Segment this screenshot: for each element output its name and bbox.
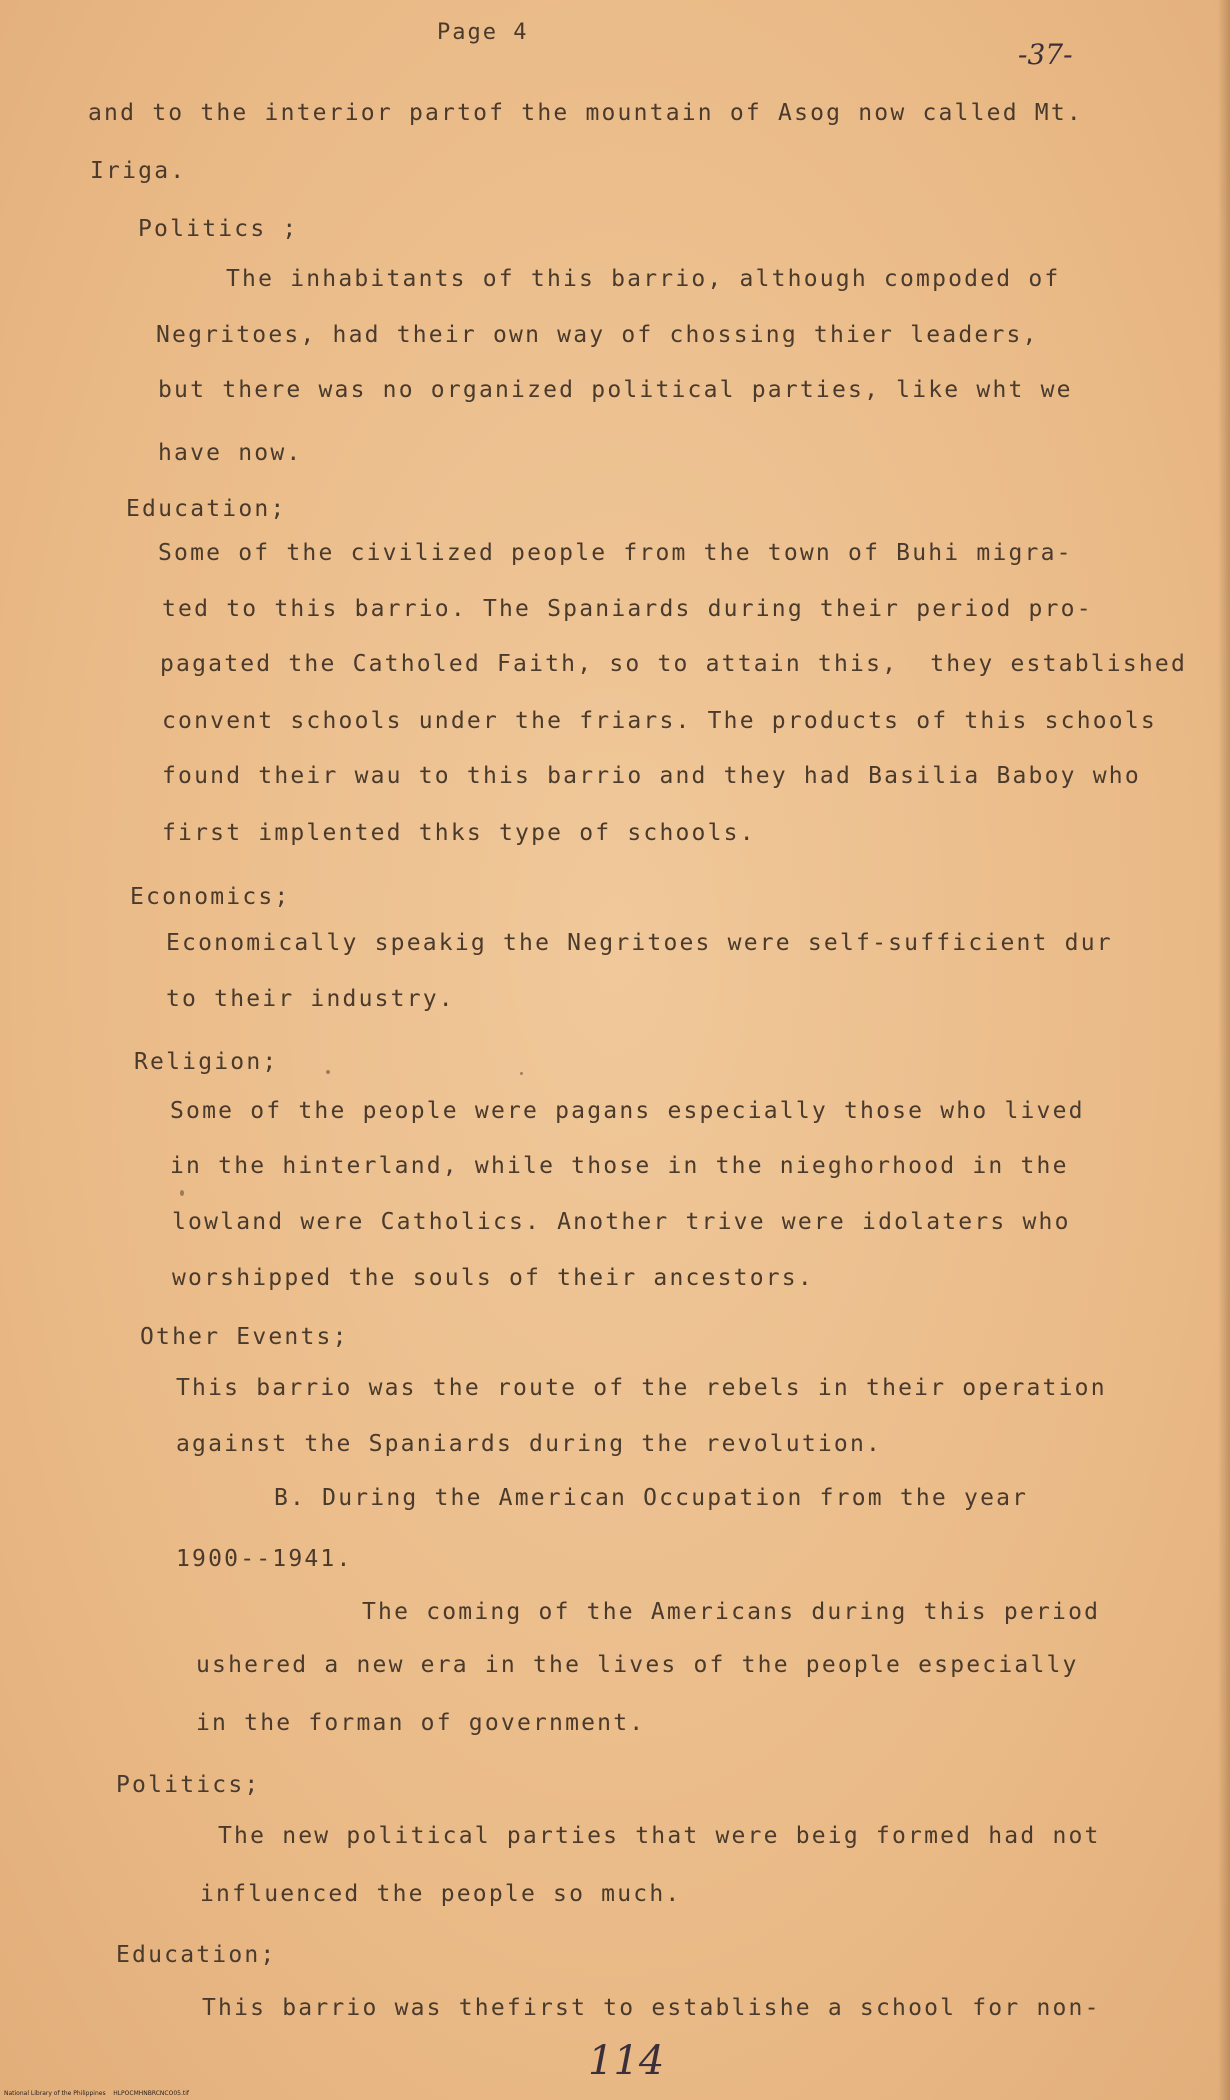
text-line: lowland were Catholics. Another trive were idolaters who <box>172 1209 1071 1235</box>
handwritten-folio-number: 114 <box>588 2038 665 2084</box>
text-line: and to the interior partof the mountain of Asog now called Mt. <box>88 100 1083 126</box>
page-edge-shadow <box>1218 0 1230 2100</box>
ink-speck <box>180 1190 184 1196</box>
text-line: This barrio was the route of the rebels in their operation <box>176 1375 1107 1401</box>
text-line: Negritoes, had their own way of chossing thier leaders, <box>156 322 1039 348</box>
page-label: Page 4 <box>437 20 529 45</box>
section-heading-religion: Religion; <box>134 1049 279 1075</box>
text-line: The inhabitants of this barrio, although compoded of <box>226 266 1061 292</box>
text-line: pagated the Catholed Faith, so to attain this, they established <box>160 651 1188 677</box>
section-heading-other-events: Other Events; <box>140 1324 349 1350</box>
text-line: The new political parties that were beig formed had not <box>218 1823 1101 1849</box>
text-line: convent schools under the friars. The products of this schools <box>162 708 1157 734</box>
section-heading-economics: Economics; <box>130 884 291 910</box>
text-line: Economically speakig the Negritoes were self-sufficient dur <box>166 930 1113 956</box>
text-line: 1900--1941. <box>176 1546 353 1572</box>
text-line: have now. <box>158 440 303 466</box>
section-heading-politics-2: Politics; <box>116 1772 261 1798</box>
handwritten-page-number: -37- <box>1018 38 1073 71</box>
ink-speck <box>326 1070 330 1074</box>
text-line: in the forman of government. <box>196 1710 646 1736</box>
text-line: ushered a new era in the lives of the people especially <box>196 1652 1079 1678</box>
text-line: to their industry. <box>166 986 455 1012</box>
text-line: ted to this barrio. The Spaniards during their period pro- <box>162 596 1093 622</box>
text-line: against the Spaniards during the revolution. <box>176 1431 883 1457</box>
text-line: This barrio was thefirst to establishe a school for non- <box>202 1995 1101 2021</box>
text-line: Some of the civilized people from the town of Buhi migra- <box>158 540 1073 566</box>
ink-speck <box>520 1072 523 1075</box>
section-heading-education-2: Education; <box>116 1942 277 1968</box>
text-line: Some of the people were pagans especially those who lived <box>170 1098 1085 1124</box>
text-line: influenced the people so much. <box>200 1881 682 1907</box>
text-line: The coming of the Americans during this period <box>362 1599 1101 1625</box>
section-heading-education: Education; <box>126 496 287 522</box>
text-line: Iriga. <box>90 158 187 184</box>
archive-caption: National Library of the Philippines HLPOCMHNBRCNCO05.tif <box>4 2090 190 2097</box>
text-line: found their wau to this barrio and they had Basilia Baboy who <box>162 763 1141 789</box>
text-line: in the hinterland, while those in the nieghorhood in the <box>170 1153 1069 1179</box>
text-line: worshipped the souls of their ancestors. <box>172 1265 814 1291</box>
text-line: but there was no organized political parties, like wht we <box>158 377 1073 403</box>
section-heading-politics: Politics ; <box>138 216 299 242</box>
section-heading-american-occupation: B. During the American Occupation from the year <box>274 1485 1029 1511</box>
text-line: first implented thks type of schools. <box>162 820 756 846</box>
